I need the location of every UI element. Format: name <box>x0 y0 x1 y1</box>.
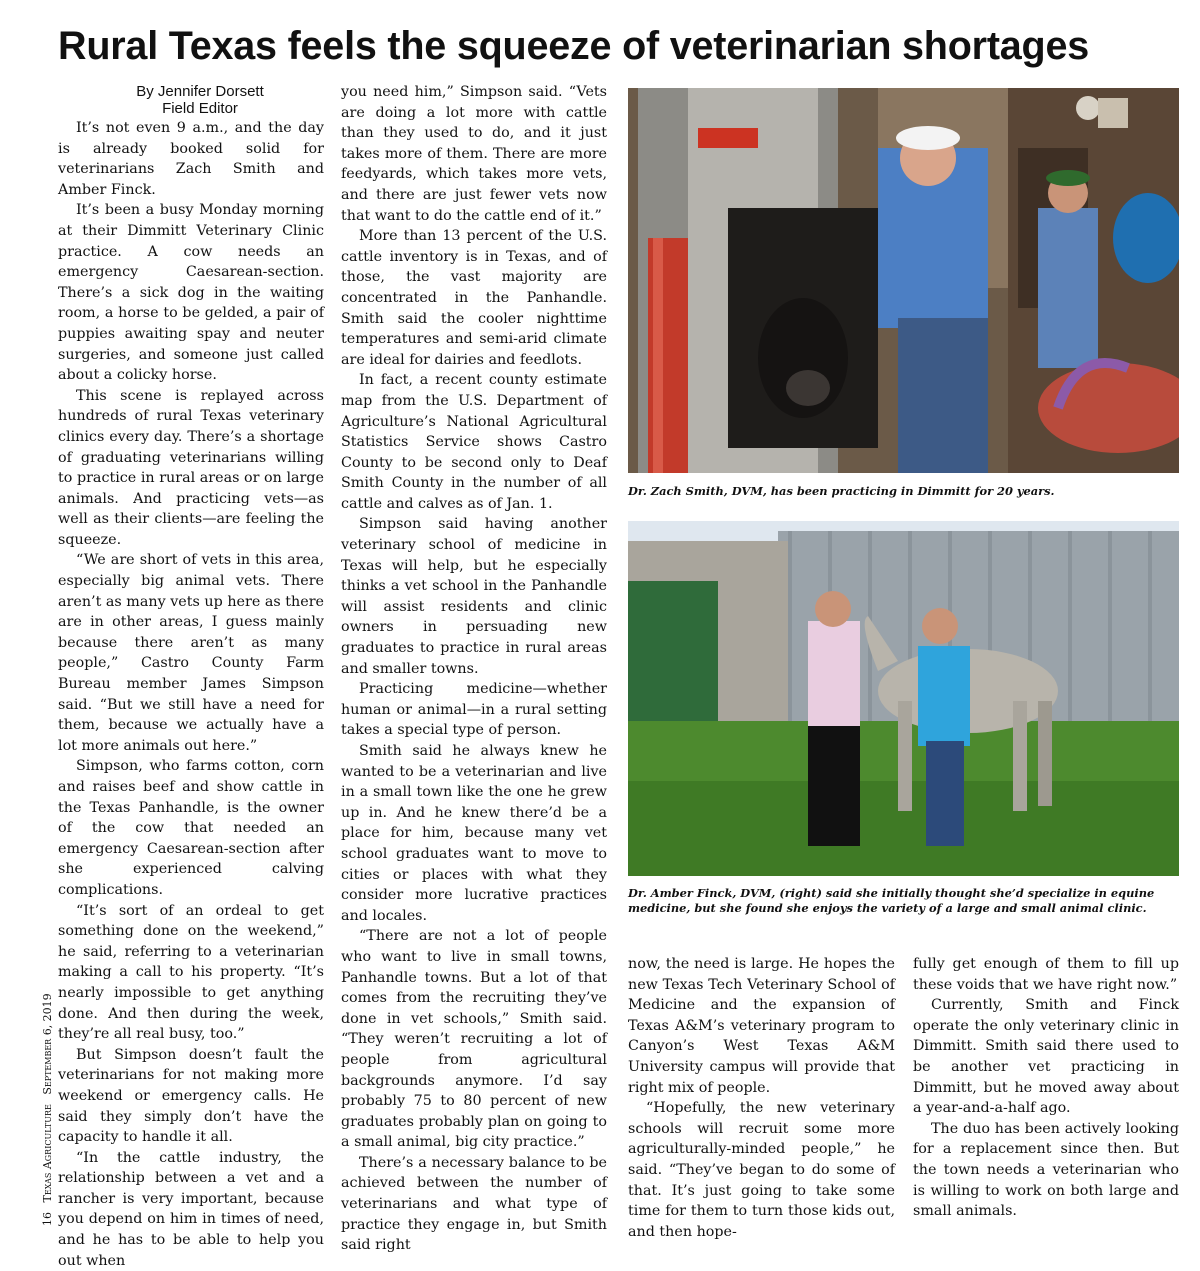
photo-vet-with-cow <box>628 88 1179 473</box>
photo-caption: Dr. Amber Finck, DVM, (right) said she initially thought she’d specialize in equine medicine, but she found she enjoys the variety of a large and small animal clinic. <box>628 886 1155 915</box>
paragraph: “It’s sort of an ordeal to get something done on the weekend,” he said, referring to a veterinarian making a call to his property. “It’s nearly impossible to get anything done. And then during the week, they’re all real busy, too.” <box>58 902 324 1043</box>
paragraph: But Simpson doesn’t fault the veterinarians for not making more weekend or emergency calls. He said they simply don’t have the capacity to handle it all. <box>58 1046 324 1146</box>
paragraph: you need him,” Simpson said. “Vets are doing a lot more with cattle than they used to do, and it just takes more of them. There are more feedyards, which takes more vets, and there are just fewer vets now that want to do the cattle end of it.” <box>341 84 607 224</box>
article-column-3 <box>628 954 895 1242</box>
paragraph: “In the cattle industry, the relationship between a vet and a rancher is very important, because you depend on him in times of need, and he has to be able to help you out when <box>58 1149 324 1269</box>
issue-date: September 6, 2019 <box>41 993 54 1095</box>
photo-vet-with-cow-image <box>628 88 1179 473</box>
photo-caption: Dr. Zach Smith, DVM, has been practicing in Dimmitt for 20 years. <box>628 484 1055 498</box>
article-column-2 <box>341 82 607 1256</box>
article-column-1 <box>58 82 324 1271</box>
byline-author: By Jennifer Dorsett <box>136 83 264 100</box>
paragraph: More than 13 percent of the U.S. cattle inventory is in Texas, and of those, the vast majority are concentrated in the Panhandle. Smith said the cooler nighttime temperatures and semi-arid climate are ideal for dairies and feedlots. <box>341 228 607 368</box>
paragraph: “Hopefully, the new veterinary schools will recruit some more agriculturally-minded people,” he said. “They’ve began to do some of that. It’s just going to take some time for them to turn those kids out, and then hope- <box>628 1100 895 1240</box>
paragraph: fully get enough of them to fill up these voids that we have right now.” <box>913 956 1179 993</box>
paragraph: “We are short of vets in this area, especially big animal vets. There aren’t as many vets up here as there are in other areas, I guess mainly because there aren’t as many people,” Castro County Farm Bureau member James Simpson said. “But we still have a need for them, because we actually have a lot more animals out here.” <box>58 552 324 754</box>
page-number: 16 <box>41 1212 54 1226</box>
photo-vets-with-horse-image <box>628 521 1179 876</box>
byline-role: Field Editor <box>162 100 238 117</box>
paragraph: now, the need is large. He hopes the new Texas Tech Veterinary School of Medicine and the expansion of Texas A&M’s veterinary program to Canyon’s West Texas A&M University campus will provide that right mix of people. <box>628 956 895 1096</box>
paragraph: Currently, Smith and Finck operate the only veterinary clinic in Dimmitt. Smith said there used to be another vet practicing in Dimmitt, but he moved away about a year-and-a-half ago. <box>913 997 1179 1117</box>
paragraph: It’s been a busy Monday morning at their Dimmitt Veterinary Clinic practice. A cow needs an emergency Caesarean-section. There’s a sick dog in the waiting room, a horse to be gelded, a pair of puppies awaiting spay and neuter surgeries, and someone just called about a colicky horse. <box>58 202 324 384</box>
paragraph: Simpson, who farms cotton, corn and raises beef and show cattle in the Texas Panhandle, is the owner of the cow that needed an emergency Caesarean-section after she experienced calving complications. <box>58 758 324 898</box>
headline: Rural Texas feels the squeeze of veterinarian shortages <box>58 24 1090 68</box>
paragraph: Simpson said having another veterinary school of medicine in Texas will help, but he especially thinks a vet school in the Panhandle will assist residents and clinic owners in persuading new graduates to practice in rural areas and smaller towns. <box>341 516 607 677</box>
paragraph: The duo has been actively looking for a replacement since then. But the town needs a veterinarian who is willing to work on both large and small animals. <box>913 1120 1179 1220</box>
paragraph: This scene is replayed across hundreds of rural Texas veterinary clinics every day. There’s a shortage of graduating veterinarians willing to practice in rural areas or on large animals. And practicing vets—as well as their clients—are feeling the squeeze. <box>58 387 324 548</box>
paragraph: It’s not even 9 a.m., and the day is already booked solid for veterinarians Zach Smith and Amber Finck. <box>58 120 324 198</box>
paragraph: Practicing medicine—whether human or animal—in a rural setting takes a special type of person. <box>341 681 607 739</box>
paragraph: Smith said he always knew he wanted to be a veterinarian and live in a small town like the one he grew up in. And he knew there’d be a place for him, because many vet school graduates want to move to cities or places with what they consider more lucrative practices and locales. <box>341 743 607 924</box>
publication-name: Texas Agriculture <box>41 1104 54 1203</box>
paragraph: In fact, a recent county estimate map from the U.S. Department of Agriculture’s National Agricultural Statistics Service shows Castro County to be second only to Deaf Smith County in the number of all cattle and calves as of Jan. 1. <box>341 372 607 512</box>
paragraph: “There are not a lot of people who want to live in small towns, Panhandle towns. But a lot of that comes from the recruiting they’ve done in vet schools,” Smith said. “They weren’t recruiting a lot of people from agricultural backgrounds anymore. I’d say probably 75 to 80 percent of new graduates probably plan on going to a small animal, big city practice.” <box>341 928 607 1151</box>
article-column-4 <box>913 954 1179 1222</box>
page-folio <box>38 876 58 1226</box>
photo-vets-with-horse <box>628 521 1179 876</box>
paragraph: There’s a necessary balance to be achieved between the number of veterinarians and what type of practice they engage in, but Smith said right <box>341 1154 607 1254</box>
